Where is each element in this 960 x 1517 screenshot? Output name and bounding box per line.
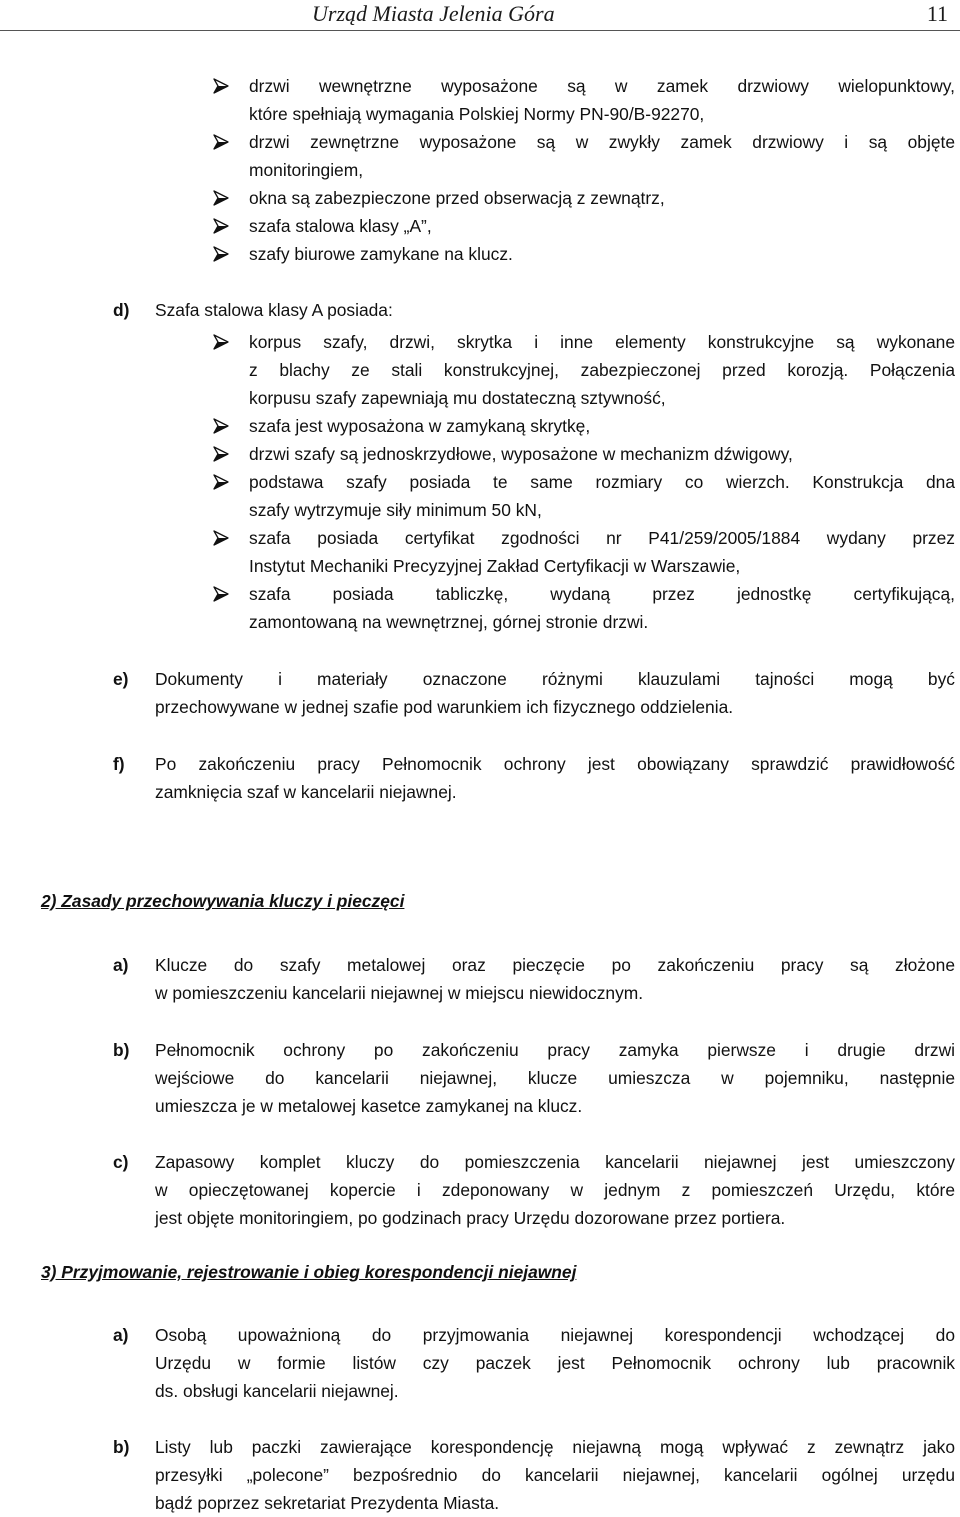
text-line: Szafa stalowa klasy A posiada: xyxy=(155,300,393,320)
text-line: szafy wytrzymuje siły minimum 50 kN, xyxy=(249,500,542,520)
item-marker: b) xyxy=(113,1437,130,1457)
text-line: wejściowe do kancelarii niejawnej, klucze umieszcza w pojemniku, następnie xyxy=(155,1068,955,1088)
arrow-bullet-icon xyxy=(213,418,229,434)
text-line: szafa posiada tabliczkę, wydaną przez jednostkę certyfikującą, xyxy=(249,584,955,604)
section-heading: 3) Przyjmowanie, rejestrowanie i obieg korespondencji niejawnej xyxy=(41,1262,577,1282)
text-line: w pomieszczeniu kancelarii niejawnej w miejscu niewidocznym. xyxy=(155,983,644,1003)
arrow-bullet-icon xyxy=(213,446,229,462)
text-line: które spełniają wymagania Polskiej Normy PN-90/B-92270, xyxy=(249,104,705,124)
text-line: Po zakończeniu pracy Pełnomocnik ochrony jest obowiązany sprawdzić prawidłowość xyxy=(155,754,955,774)
item-marker: a) xyxy=(113,1325,129,1345)
text-line: ds. obsługi kancelarii niejawnej. xyxy=(155,1381,399,1401)
arrow-bullet-icon xyxy=(213,218,229,234)
text-line: z blachy ze stali konstrukcyjnej, zabezpieczonej przed korozją. Połączenia xyxy=(249,360,955,380)
text-line: drzwi wewnętrzne wyposażone są w zamek drzwiowy wielopunktowy, xyxy=(249,76,955,96)
text-line: Zapasowy komplet kluczy do pomieszczenia kancelarii niejawnej jest umieszczony xyxy=(155,1152,955,1172)
text-line: Urzędu w formie listów czy paczek jest Pełnomocnik ochrony lub pracownik xyxy=(155,1353,955,1373)
text-line: zamontowaną na wewnętrznej, górnej stronie drzwi. xyxy=(249,612,649,632)
item-marker: a) xyxy=(113,955,129,975)
text-line: Osobą upoważnioną do przyjmowania niejawnej korespondencji wchodzącej do xyxy=(155,1325,955,1345)
text-line: szafa posiada certyfikat zgodności nr P41/259/2005/1884 wydany przez xyxy=(249,528,955,548)
text-line: korpusu szafy zapewniają mu dostateczną sztywność, xyxy=(249,388,666,408)
text-line: umieszcza je w metalowej kasetce zamykanej na klucz. xyxy=(155,1096,583,1116)
text-line: podstawa szafy posiada te same rozmiary co wierzch. Konstrukcja dna xyxy=(249,472,955,492)
text-line: jest objęte monitoringiem, po godzinach pracy Urzędu dozorowane przez portiera. xyxy=(155,1208,786,1228)
page-number: 11 xyxy=(926,1,948,26)
text-line: Instytut Mechaniki Precyzyjnej Zakład Certyfikacji w Warszawie, xyxy=(249,556,741,576)
text-line: korpus szafy, drzwi, skrytka i inne elementy konstrukcyjne są wykonane xyxy=(249,332,955,352)
page-header xyxy=(0,0,960,30)
header-divider xyxy=(0,30,960,31)
item-marker: b) xyxy=(113,1040,130,1060)
text-line: szafy biurowe zamykane na klucz. xyxy=(249,244,513,264)
text-line: bądź poprzez sekretariat Prezydenta Miasta. xyxy=(155,1493,500,1513)
section-heading: 2) Zasady przechowywania kluczy i pieczęci xyxy=(41,891,405,911)
text-line: drzwi szafy są jednoskrzydłowe, wyposażone w mechanizm dźwigowy, xyxy=(249,444,793,464)
text-line: monitoringiem, xyxy=(249,160,364,180)
arrow-bullet-icon xyxy=(213,246,229,262)
arrow-bullet-icon xyxy=(213,134,229,150)
item-marker: c) xyxy=(113,1152,129,1172)
arrow-bullet-icon xyxy=(213,78,229,94)
header-title: Urząd Miasta Jelenia Góra xyxy=(312,1,555,26)
arrow-bullet-icon xyxy=(213,586,229,602)
text-line: szafa stalowa klasy „A”, xyxy=(249,216,432,236)
item-marker: d) xyxy=(113,300,130,320)
text-line: zamknięcia szaf w kancelarii niejawnej. xyxy=(155,782,457,802)
text-line: drzwi zewnętrzne wyposażone są w zwykły zamek drzwiowy i są objęte xyxy=(249,132,955,152)
text-line: przechowywane w jednej szafie pod warunkiem ich fizycznego oddzielenia. xyxy=(155,697,734,717)
text-line: w opieczętowanej kopercie i zdeponowany w jednym z pomieszczeń Urzędu, które xyxy=(155,1180,955,1200)
text-line: okna są zabezpieczone przed obserwacją z zewnątrz, xyxy=(249,188,665,208)
text-line: przesyłki „polecone” bezpośrednio do kancelarii niejawnej, kancelarii ogólnej urzędu xyxy=(155,1465,955,1485)
item-marker: e) xyxy=(113,669,129,689)
text-line: Listy lub paczki zawierające korespondencję niejawną mogą wpływać z zewnątrz jako xyxy=(155,1437,955,1457)
arrow-bullet-icon xyxy=(213,530,229,546)
item-marker: f) xyxy=(113,754,125,774)
text-line: szafa jest wyposażona w zamykaną skrytkę, xyxy=(249,416,591,436)
arrow-bullet-icon xyxy=(213,190,229,206)
arrow-bullet-icon xyxy=(213,334,229,350)
text-line: Dokumenty i materiały oznaczone różnymi klauzulami tajności mogą być xyxy=(155,669,955,689)
text-line: Klucze do szafy metalowej oraz pieczęcie po zakończeniu pracy są złożone xyxy=(155,955,955,975)
arrow-bullet-icon xyxy=(213,474,229,490)
text-line: Pełnomocnik ochrony po zakończeniu pracy zamyka pierwsze i drugie drzwi xyxy=(155,1040,955,1060)
